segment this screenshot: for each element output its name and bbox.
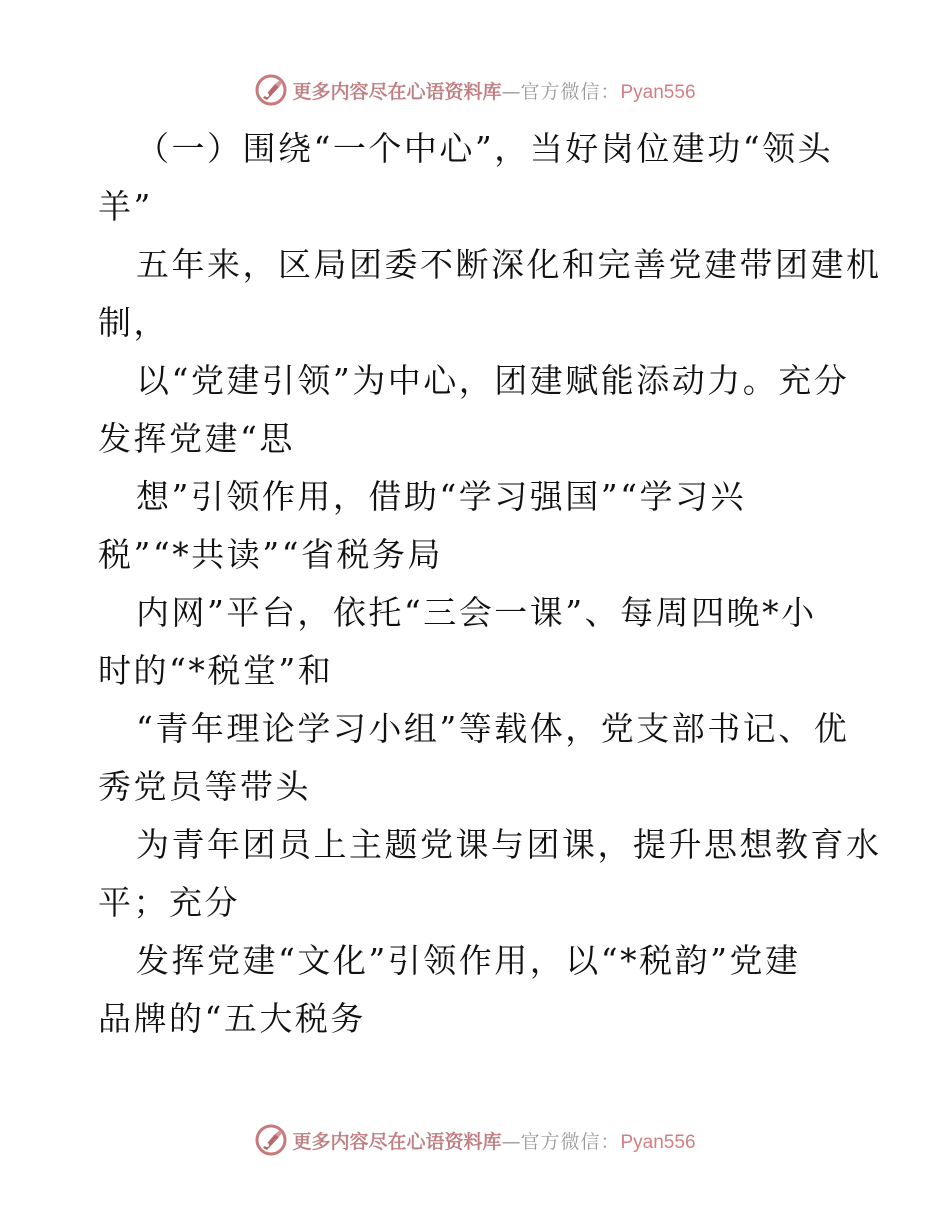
footer-watermark bbox=[0, 1120, 950, 1160]
pen-nib-circle-icon bbox=[254, 1123, 288, 1157]
watermark-wechat-label: 官方微信： bbox=[520, 1130, 621, 1153]
body-line: 时的“*税堂”和 bbox=[98, 651, 334, 690]
body-line: 制， bbox=[98, 303, 169, 342]
body-line: 为青年团员上主题党课与团课，提升思想教育水 bbox=[136, 825, 882, 864]
watermark-separator: — bbox=[501, 80, 521, 103]
body-line: 羊” bbox=[98, 187, 153, 226]
body-line: 想”引领作用，借助“学习强国”“学习兴 bbox=[136, 477, 746, 516]
pen-nib-circle-icon bbox=[254, 73, 288, 107]
watermark-text bbox=[292, 77, 695, 104]
body-line: 以“党建引领”为中心，团建赋能添动力。充分 bbox=[136, 361, 850, 400]
watermark-wechat-id: Pyan556 bbox=[620, 81, 696, 103]
document-body bbox=[98, 120, 882, 1048]
watermark-text bbox=[292, 1127, 695, 1154]
watermark-brand: 更多内容尽在心语资料库 bbox=[292, 80, 502, 103]
body-line: 平；充分 bbox=[98, 883, 240, 922]
body-line: 发挥党建“文化”引领作用，以“*税韵”党建 bbox=[136, 941, 801, 980]
body-line: 发挥党建“思 bbox=[98, 419, 295, 458]
body-line: 内网”平台，依托“三会一课”、每周四晚*小 bbox=[136, 593, 817, 632]
watermark-wechat-label: 官方微信： bbox=[520, 80, 621, 103]
watermark-separator: — bbox=[501, 1130, 521, 1153]
body-line: 税”“*共读”“省税务局 bbox=[98, 535, 443, 574]
body-line: 品牌的“五大税务 bbox=[98, 999, 366, 1038]
header-watermark bbox=[0, 70, 950, 110]
watermark-wechat-id: Pyan556 bbox=[620, 1131, 696, 1153]
body-line: “青年理论学习小组”等载体，党支部书记、优 bbox=[136, 709, 850, 748]
body-line: 五年来，区局团委不断深化和完善党建带团建机 bbox=[136, 245, 882, 284]
watermark-brand: 更多内容尽在心语资料库 bbox=[292, 1130, 502, 1153]
body-line: （一）围绕“一个中心”，当好岗位建功“领头 bbox=[136, 129, 834, 168]
body-line: 秀党员等带头 bbox=[98, 767, 311, 806]
